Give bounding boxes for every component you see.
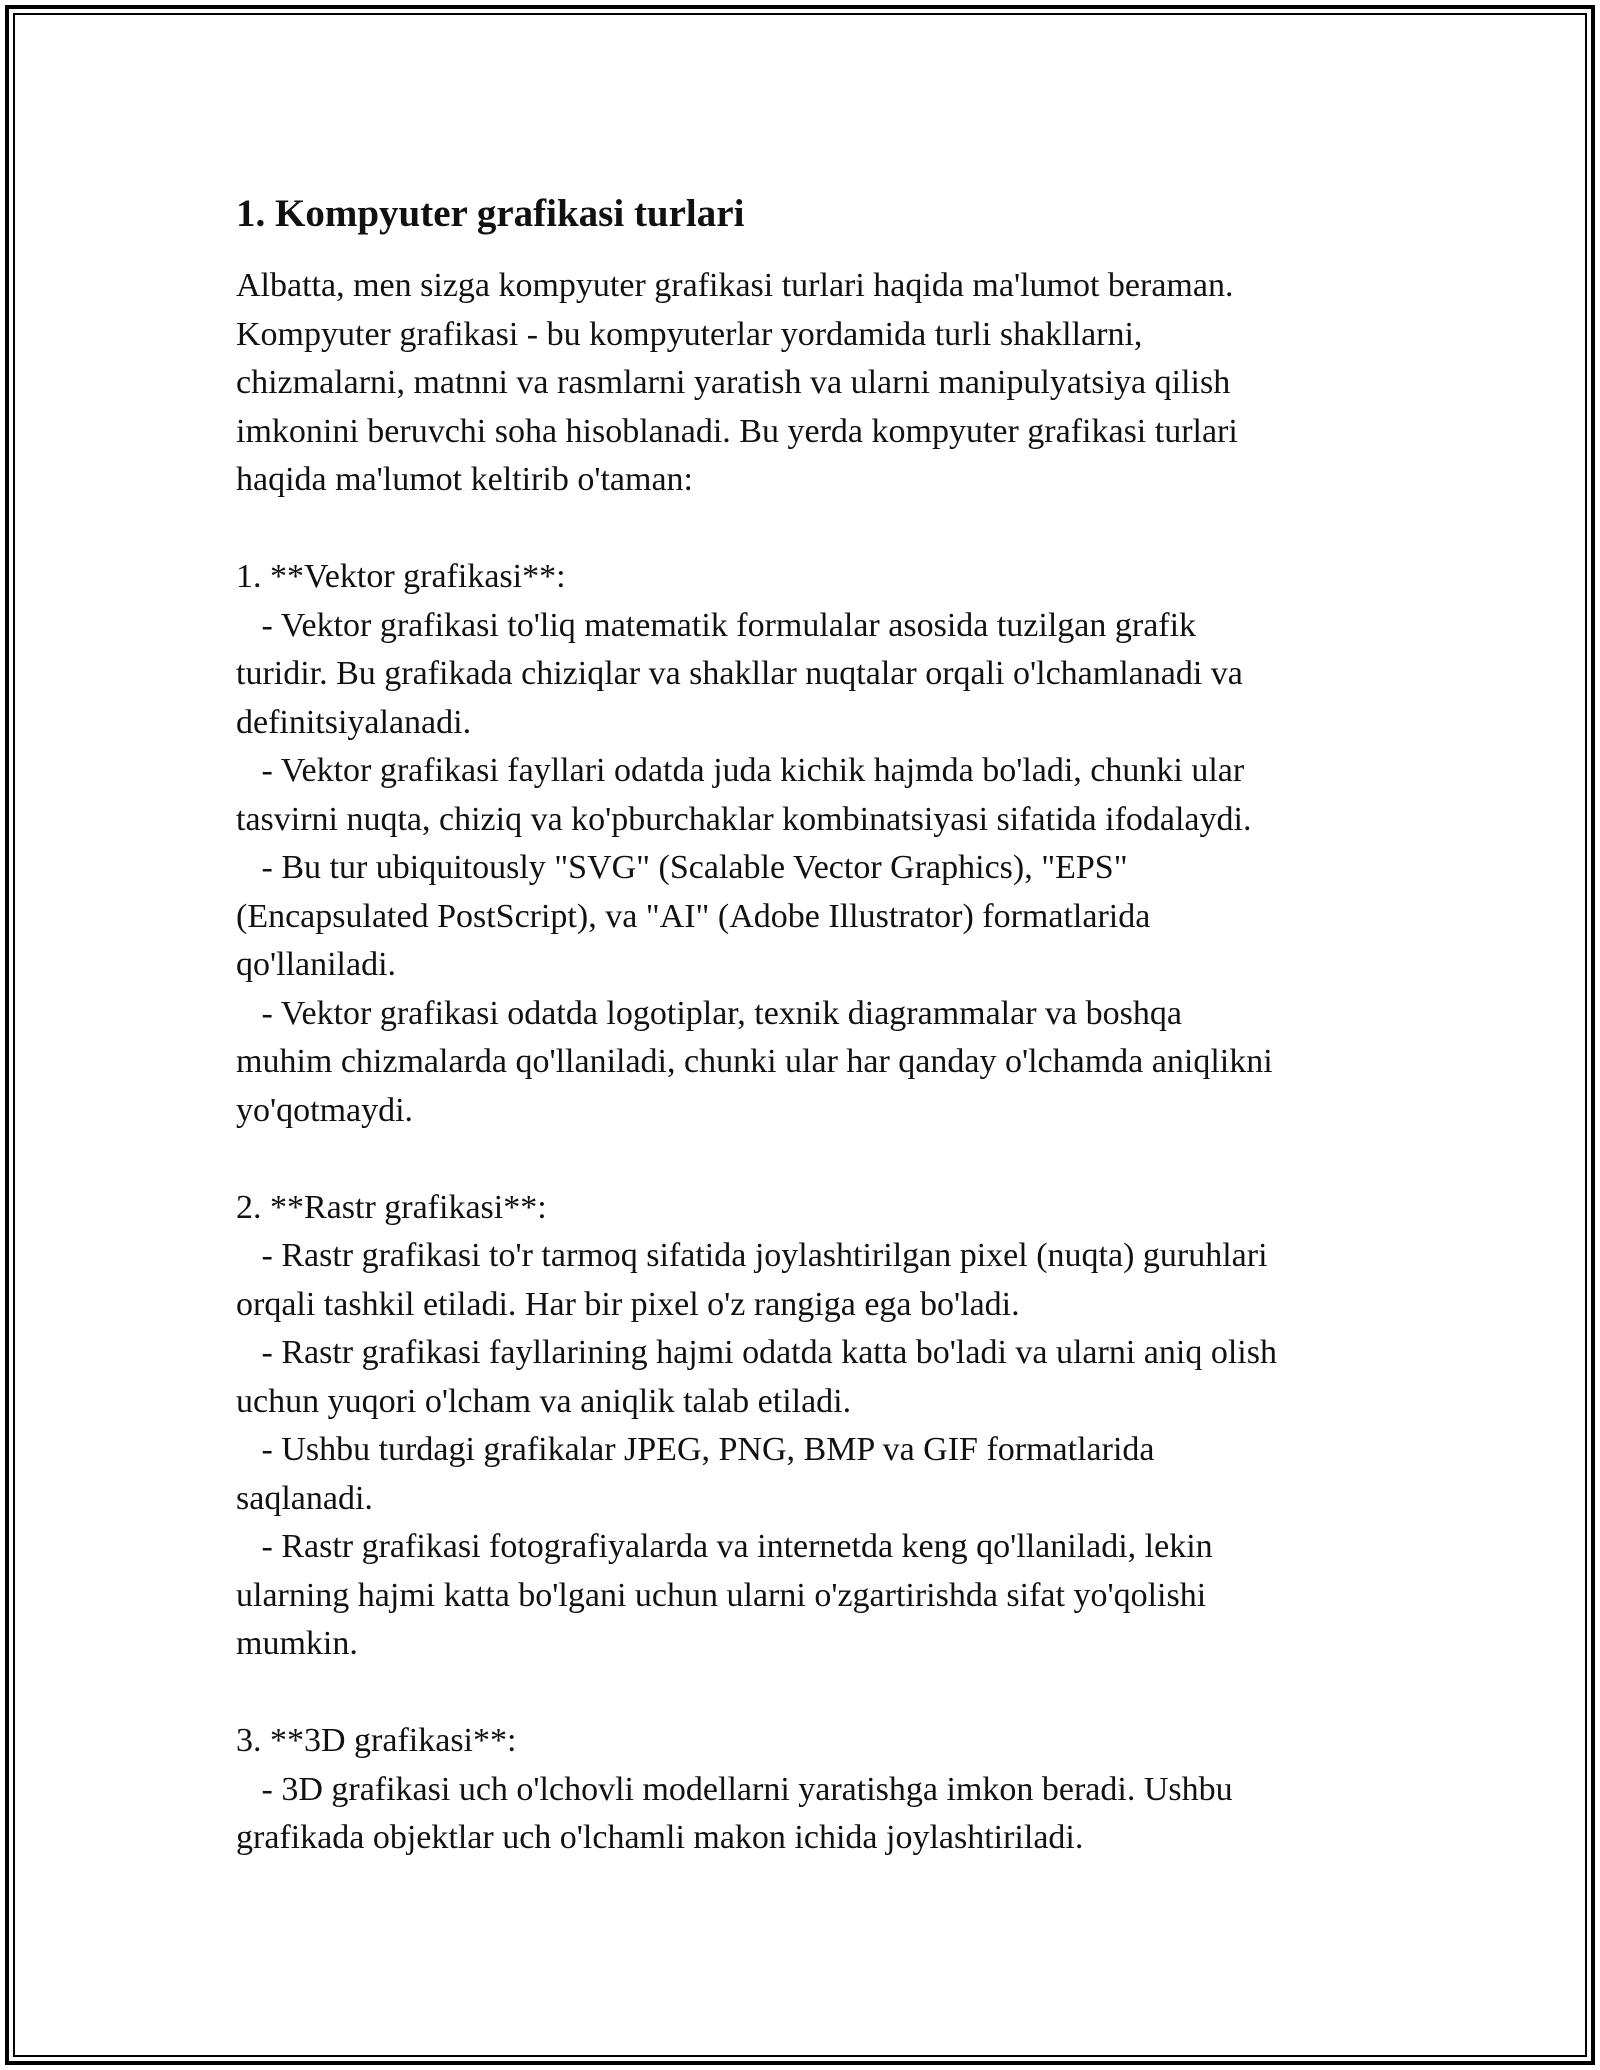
document-heading: 1. Kompyuter grafikasi turlari	[236, 192, 745, 235]
document-body: Albatta, men sizga kompyuter grafikasi turlari haqida ma'lumot beraman. Kompyuter grafikasi - bu kompyuterlar yordamida turli shakllarni, chizmalarni, matnni va rasmlarni yaratish va ularni manipulyatsiya qilish imkonini beruvchi soha hisoblanadi. Bu yerda kompyuter grafikasi turlari haqida ma'lumot keltirib o'taman: 1. **Vektor grafikasi**: - Vektor grafikasi to'liq matematik formulalar asosida tuzilgan grafik turidir. Bu grafikada chiziqlar va shakllar nuqtalar orqali o'lchamlanadi va definitsiyalanadi. - Vektor grafikasi fayllari odatda juda kichik hajmda bo'ladi, chunki ular tasvirni nuqta, chiziq va ko'pburchaklar kombinatsiyasi sifatida ifodalaydi. - Bu tur ubiquitously "SVG" (Scalable Vector Graphics), "EPS" (Encapsulated PostScript), va "AI" (Adobe Illustrator) formatlarida qo'llaniladi. - Vektor grafikasi odatda logotiplar, texnik diagrammalar va boshqa muhim chizmalarda qo'llaniladi, chunki ular har qanday o'lchamda aniqlikni yo'qotmaydi. 2. **Rastr grafikasi**: - Rastr grafikasi to'r tarmoq sifatida joylashtirilgan pixel (nuqta) guruhlari orqali tashkil etiladi. Har bir pixel o'z rangiga ega bo'ladi. - Rastr grafikasi fayllarining hajmi odatda katta bo'ladi va ularni aniq olish uchun yuqori o'lcham va aniqlik talab etiladi. - Ushbu turdagi grafikalar JPEG, PNG, BMP va GIF formatlarida saqlanadi. - Rastr grafikasi fotografiyalarda va internetda keng qo'llaniladi, lekin ularning hajmi katta bo'lgani uchun ularni o'zgartirishda sifat yo'qolishi mumkin. 3. **3D grafikasi**: - 3D grafikasi uch o'lchovli modellarni yaratishga imkon beradi. Ushbu grafikada objektlar uch o'lchamli makon ichida joylashtiriladi.	[236, 267, 1277, 1856]
document-content	[236, 188, 1366, 1863]
